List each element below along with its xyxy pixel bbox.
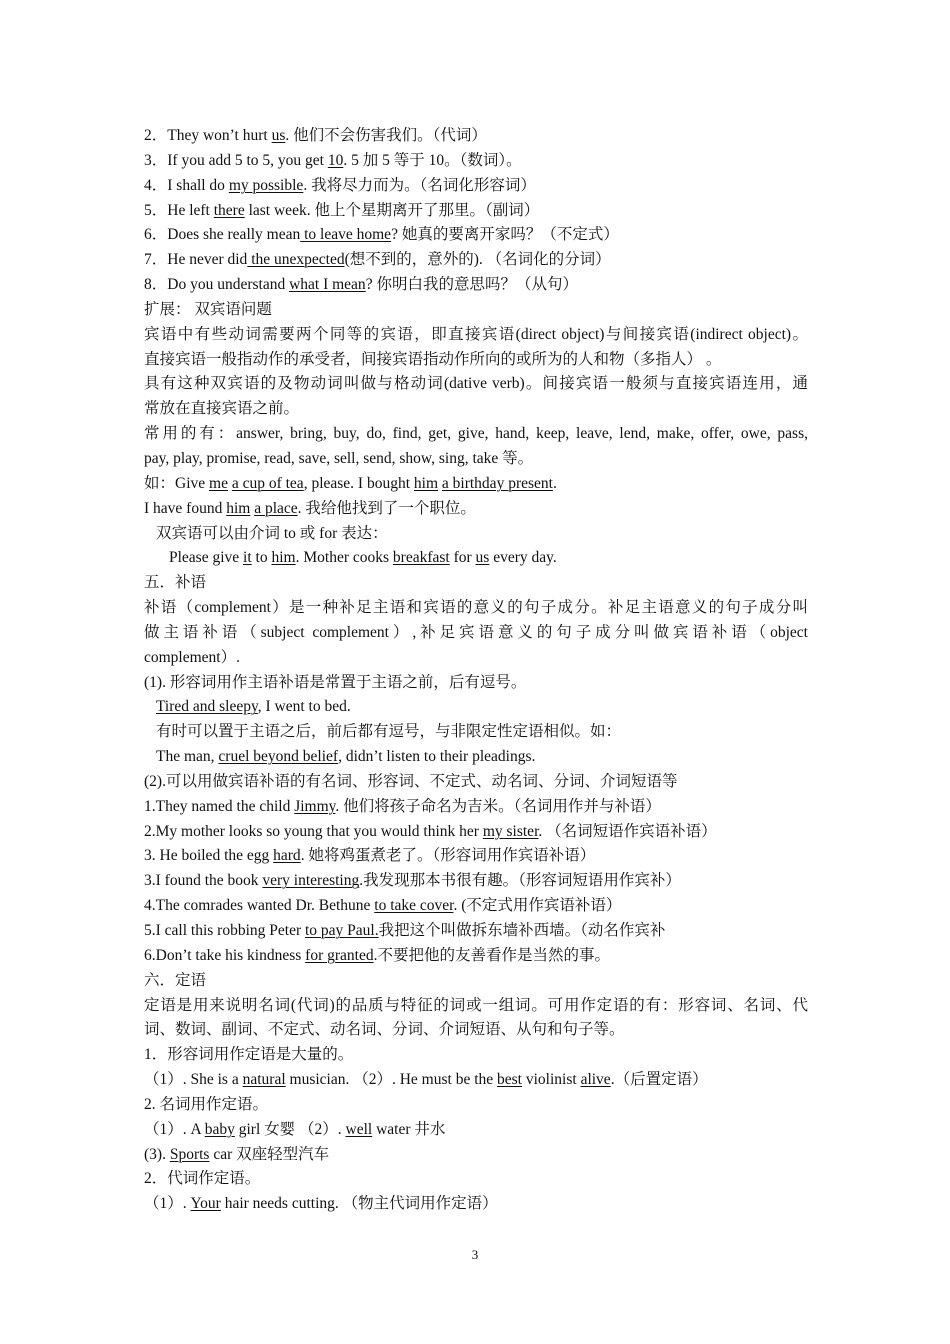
text-line xyxy=(144,223,808,248)
text-run: 有时可以置于主语之后，前后都有逗号，与非限定性定语相似。如： xyxy=(156,723,622,741)
underlined-term: hard xyxy=(273,847,301,865)
text-run: 2.My mother looks so young that you would think her xyxy=(144,822,483,840)
text-run: girl 女婴 （2）. xyxy=(234,1120,346,1138)
text-line xyxy=(144,820,808,845)
text-line xyxy=(144,124,808,149)
text-run: , didn’t listen to their pleadings. xyxy=(338,748,536,766)
text-run: 5．He left xyxy=(144,201,214,219)
text-run: 1.They named the child xyxy=(144,797,295,815)
underlined-term: cruel beyond belief xyxy=(218,748,339,766)
underlined-term: him xyxy=(226,499,251,517)
text-line xyxy=(144,646,808,671)
text-line xyxy=(144,944,808,969)
text-run: 双宾语可以由介词 to 或 for 表达： xyxy=(156,524,388,542)
text-run: （1）. A xyxy=(144,1120,205,1138)
underlined-term: it xyxy=(243,549,252,567)
text-run: 1．形容词用作定语是大量的。 xyxy=(144,1046,354,1064)
text-run: (2).可以用做宾语补语的有名词、形容词、不定式、动名词、分词、介词短语等 xyxy=(144,772,678,790)
underlined-term: to pay Paul. xyxy=(305,922,379,939)
text-run: 具有这种双宾语的及物动词叫做与格动词(dative verb)。间接宾语一般须与直接宾语连用，通 xyxy=(144,375,808,393)
underlined-term: Tired and sleepy xyxy=(156,698,258,716)
text-run: . 我给他找到了一个职位。 xyxy=(297,499,476,517)
underlined-term: me xyxy=(209,474,228,492)
text-run: （1）. xyxy=(144,1195,191,1213)
text-line xyxy=(144,422,808,447)
underlined-term: Sports xyxy=(169,1145,210,1163)
underlined-term: us xyxy=(271,127,286,144)
text-run: . Mother cooks xyxy=(295,549,393,567)
text-line xyxy=(144,745,808,770)
text-run: .我发现那本书很有趣。（形容词短语用作宾补） xyxy=(359,872,681,890)
text-run: 8．Do you understand xyxy=(144,276,290,294)
underlined-term: what I mean xyxy=(289,276,366,294)
text-line xyxy=(144,248,808,273)
text-line xyxy=(144,149,808,174)
text-run: (3). xyxy=(144,1145,170,1163)
text-run: ? 她真的要离开家吗？（不定式） xyxy=(391,226,619,244)
underlined-term: well xyxy=(345,1120,373,1138)
text-line xyxy=(144,1167,808,1192)
text-line xyxy=(144,348,808,373)
text-line xyxy=(144,596,808,621)
text-line xyxy=(144,497,808,522)
text-line xyxy=(144,795,808,820)
text-line xyxy=(144,323,808,348)
underlined-term: to leave home xyxy=(300,226,392,244)
text-run: （1）. She is a xyxy=(144,1071,243,1089)
text-run: , please. I bought xyxy=(303,474,414,492)
text-run: hair needs cutting. （物主代词用作定语） xyxy=(220,1195,498,1213)
text-run: . 我将尽力而为。（名词化形容词） xyxy=(303,176,536,194)
underlined-term: to take cover xyxy=(374,897,454,915)
text-line xyxy=(144,869,808,894)
underlined-term: my sister xyxy=(482,822,539,840)
text-run: 五．补语 xyxy=(144,574,207,592)
text-run: . xyxy=(552,474,557,492)
text-line xyxy=(144,1093,808,1118)
underlined-term: Jimmy xyxy=(294,797,336,815)
text-run: . 5 加 5 等于 10。（数词）。 xyxy=(343,151,522,169)
text-line xyxy=(144,1068,808,1093)
text-run: 5.I call this robbing Peter xyxy=(144,922,305,939)
text-run: . (不定式用作宾语补语） xyxy=(453,897,622,915)
text-line xyxy=(144,671,808,696)
text-line xyxy=(144,1043,808,1068)
underlined-term: my possible xyxy=(228,176,304,194)
underlined-term: natural xyxy=(242,1071,286,1089)
text-line xyxy=(144,174,808,199)
underlined-term: 10 xyxy=(327,151,344,169)
underlined-term: a place xyxy=(254,499,298,517)
text-run: 2．代词作定语。 xyxy=(144,1170,261,1188)
text-run: musician. （2）. He must be the xyxy=(285,1071,498,1089)
text-line xyxy=(144,1192,808,1217)
text-line xyxy=(144,844,808,869)
text-line xyxy=(144,571,808,596)
text-run: 3.I found the book xyxy=(144,872,263,890)
text-line xyxy=(144,1143,808,1168)
underlined-term: Your xyxy=(190,1195,221,1213)
text-line xyxy=(144,919,808,944)
text-run: 六．定语 xyxy=(144,971,207,989)
text-line xyxy=(144,720,808,745)
text-run: 定语是用来说明名词(代词)的品质与特征的词或一组词。可用作定语的有：形容词、名词、代 xyxy=(144,996,808,1014)
underlined-term: baby xyxy=(204,1120,235,1138)
underlined-term: us xyxy=(475,549,490,567)
text-line xyxy=(144,372,808,397)
text-line xyxy=(144,695,808,720)
text-run: pay, play, promise, read, save, sell, send, show, sing, take 等。 xyxy=(144,449,534,467)
text-run: .不要把他的友善看作是当然的事。 xyxy=(373,946,610,964)
underlined-term: breakfast xyxy=(392,549,450,567)
text-line xyxy=(144,447,808,472)
text-run: 7．He never did xyxy=(144,251,248,269)
text-run: 扩展： 双宾语问题 xyxy=(144,300,272,318)
text-line xyxy=(144,472,808,497)
text-line xyxy=(144,546,808,571)
text-run: (想不到的，意外的). （名词化的分词） xyxy=(344,251,611,269)
text-line xyxy=(144,1118,808,1143)
text-run: 2. 名词用作定语。 xyxy=(144,1095,269,1113)
text-run: .（后置定语） xyxy=(610,1071,708,1089)
underlined-term: him xyxy=(413,474,439,492)
text-run: . （名词短语作宾语补语） xyxy=(538,822,717,840)
text-run: I have found xyxy=(144,499,227,517)
underlined-term: for granted xyxy=(305,946,374,964)
underlined-term: him xyxy=(271,549,296,567)
underlined-term: a cup of tea xyxy=(231,474,304,492)
text-run: . 他们将孩子命名为吉米。（名词用作并与补语） xyxy=(335,797,661,815)
text-run: . 她将鸡蛋煮老了。（形容词用作宾语补语） xyxy=(300,847,596,865)
text-run: ? 你明白我的意思吗？（从句） xyxy=(365,276,578,294)
text-line xyxy=(144,621,808,646)
text-run: to xyxy=(251,549,272,567)
text-line xyxy=(144,397,808,422)
text-run: 常用的有：answer, bring, buy, do, find, get, give, hand, keep, leave, lend, make, offer, owe, pass, xyxy=(144,425,808,443)
text-run: 宾语中有些动词需要两个同等的宾语，即直接宾语(direct object)与间接宾语(indirect object)。 xyxy=(144,325,808,343)
text-run: 6．Does she really mean xyxy=(144,226,301,244)
underlined-term: best xyxy=(497,1071,522,1089)
text-line xyxy=(144,1018,808,1043)
text-run: 3. He boiled the egg xyxy=(144,847,274,865)
text-run: 常放在直接宾语之前。 xyxy=(144,400,300,418)
text-run: for xyxy=(449,549,476,567)
text-run: complement）. xyxy=(144,648,240,666)
text-line xyxy=(144,199,808,224)
document-body xyxy=(144,124,808,1217)
text-run: 6.Don’t take his kindness xyxy=(144,946,306,964)
text-run: , I went to bed. xyxy=(257,698,351,716)
text-run: water 井水 xyxy=(372,1120,446,1138)
underlined-term: the unexpected xyxy=(247,251,345,269)
text-run: every day. xyxy=(489,549,557,567)
text-run: 做主语补语（subject complement）,补足宾语意义的句子成分叫做宾语补语（object xyxy=(144,623,808,641)
text-line xyxy=(144,298,808,323)
text-run: (1). 形容词用作主语补语是常置于主语之前，后有逗号。 xyxy=(144,673,527,691)
text-line xyxy=(144,522,808,547)
underlined-term: there xyxy=(213,201,245,219)
text-run: car 双座轻型汽车 xyxy=(209,1145,330,1163)
text-run: 4.The comrades wanted Dr. Bethune xyxy=(144,897,375,915)
text-run: 我把这个叫做拆东墙补西墙。（动名作宾补 xyxy=(378,922,666,939)
text-run: 如：Give xyxy=(144,474,210,492)
text-run: 4．I shall do xyxy=(144,176,229,194)
text-run: 词、数词、副词、不定式、动名词、分词、介词短语、从句和句子等。 xyxy=(144,1021,625,1039)
text-line xyxy=(144,894,808,919)
text-run: 直接宾语一般指动作的承受者，间接宾语指动作所向的或所为的人和物（多指人） 。 xyxy=(144,350,722,368)
text-line xyxy=(144,994,808,1019)
text-run: 2．They won’t hurt xyxy=(144,127,272,144)
text-run: last week. 他上个星期离开了那里。（副词） xyxy=(244,201,540,219)
underlined-term: alive xyxy=(580,1071,611,1089)
text-line xyxy=(144,273,808,298)
text-run: violinist xyxy=(521,1071,581,1089)
text-run: 3．If you add 5 to 5, you get xyxy=(144,151,328,169)
text-line xyxy=(144,770,808,795)
text-run: 补语（complement）是一种补足主语和宾语的意义的句子成分。补足主语意义的句子成分叫 xyxy=(144,599,808,617)
text-run: Please give xyxy=(169,549,244,567)
text-run: . 他们不会伤害我们。（代词） xyxy=(285,127,487,144)
text-line xyxy=(144,969,808,994)
underlined-term: a birthday present xyxy=(441,474,553,492)
underlined-term: very interesting xyxy=(262,872,360,890)
text-run: The man, xyxy=(156,748,219,766)
page-number: 3 xyxy=(471,1247,479,1262)
